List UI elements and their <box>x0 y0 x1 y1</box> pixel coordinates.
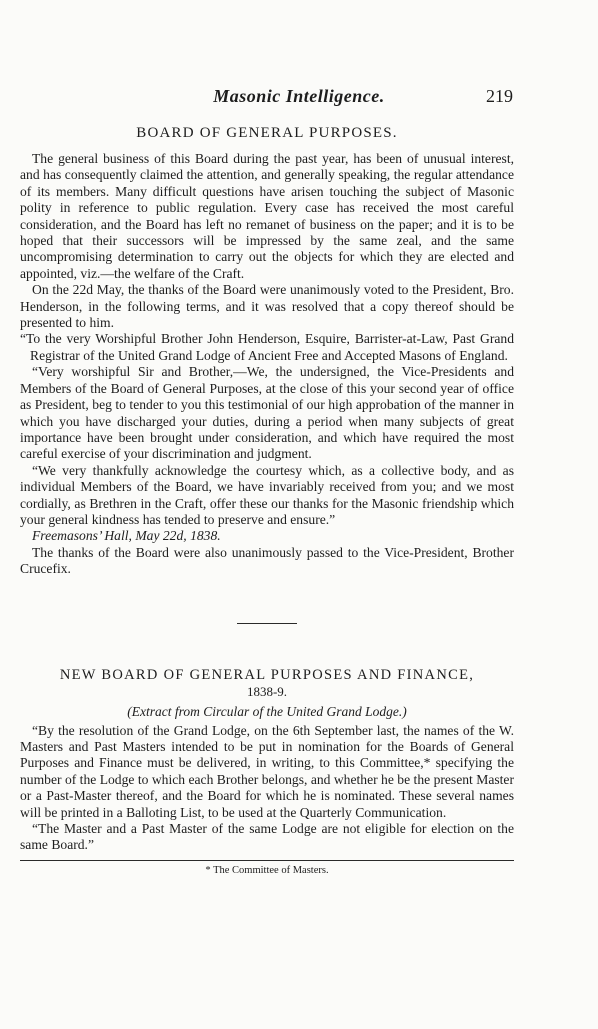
running-title: Masonic Intelligence. <box>213 86 385 106</box>
section-heading-board-of-general-purposes: BOARD OF GENERAL PURPOSES. <box>136 125 398 141</box>
paragraph: “The Master and a Past Master of the same Lodge are not eligible for election on the same Board.” <box>20 821 514 853</box>
paragraph: On the 22d May, the thanks of the Board were unanimously voted to the President, Bro. Henderson, in the following terms, and it was resolved that a copy thereof should be presented to him. <box>20 282 514 331</box>
section-heading-new-board: NEW BOARD OF GENERAL PURPOSES AND FINANCE, <box>59 666 475 683</box>
paragraph: “We very thankfully acknowledge the courtesy which, as a collective body, and as individual Members of the Board, we have invariably received from you; and we most cordially, as Brethren in the Craft, offer these our thanks for the Masonic friendship which your general kindness has tended to preserve and ensure.” <box>20 462 514 527</box>
page-content <box>20 125 514 877</box>
paragraph: “By the resolution of the Grand Lodge, on the 6th September last, the names of the W. Masters and Past Masters intended to be put in nomination for the Boards of General Purposes and Finance must be delivered, in writing, to this Committee,* specifying the number of the Lodge to which each Brother belongs, and whether he be the present Master or a Past-Master thereof, and the Board for which he is nominated. These several names will be printed in a Balloting List, to be used at the Quarterly Communication. <box>20 722 514 820</box>
page-number: 219 <box>486 86 513 106</box>
paragraph: The thanks of the Board were also unanimously passed to the Vice-President, Brother Crucefix. <box>20 544 514 577</box>
paragraph: “Very worshipful Sir and Brother,—We, the undersigned, the Vice-Presidents and Members of the Board of General Purposes, at the close of this your second year of office as President, beg to tender to you this testimonial of our high approbation of the manner in which you have discharged your duties, during a period when many subjects of great importance have been brought under consideration, and which have required the most careful exercise of your discrimination and judgment. <box>20 364 514 462</box>
running-head <box>0 86 598 108</box>
footnote: * The Committee of Masters. <box>205 864 329 876</box>
section-heading-years: 1838-9. <box>246 683 288 699</box>
paragraph: The general business of this Board during the past year, has been of unusual interest, and has consequently claimed the attention, and generally speaking, the regular attendance of its members. Many difficult questions have arisen touching the subject of Masonic polity in reference to public regulation. Every case has received the most careful consideration, and the Board has left no remanet of business on the paper; and it is to be hoped that their successors will be impressed by the same zeal, and the same uncompromising determination to carry out the objects for which they are elected and appointed, viz.—the welfare of the Craft. <box>20 151 514 281</box>
address-paragraph: “To the very Worshipful Brother John Henderson, Esquire, Barrister-at-Law, Past Grand Registrar of the United Grand Lodge of Ancient Free and Accepted Masons of England. <box>20 331 514 363</box>
dateline: Freemasons’ Hall, May 22d, 1838. <box>32 528 221 544</box>
extract-subtitle: (Extract from Circular of the United Grand Lodge.) <box>127 703 407 719</box>
footnote-rule <box>20 860 514 861</box>
section-divider <box>237 623 297 624</box>
